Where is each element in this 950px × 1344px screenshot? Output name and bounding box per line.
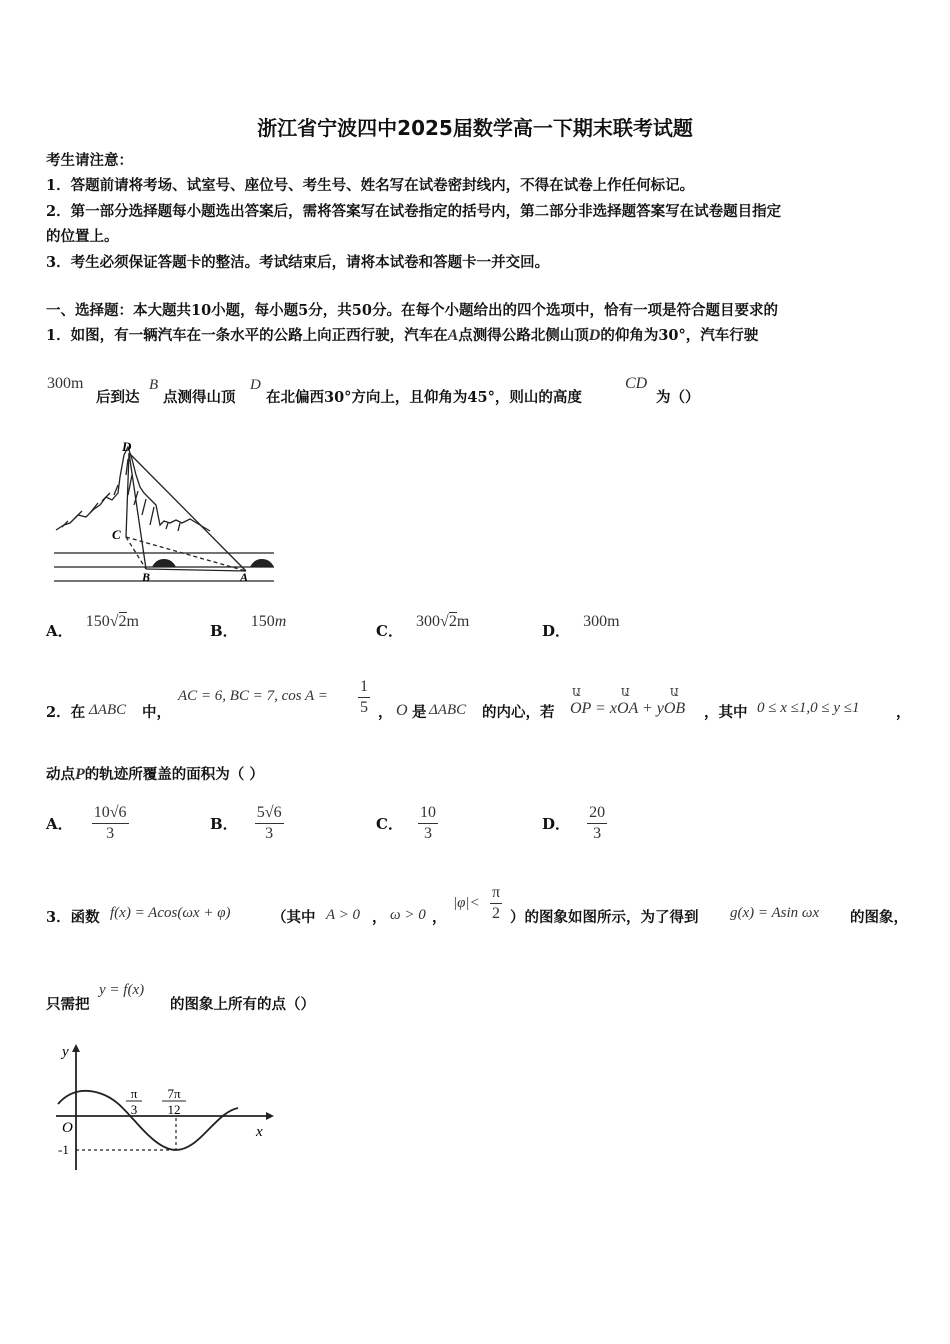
q2-where: ，其中	[704, 704, 748, 721]
curve	[58, 1091, 238, 1150]
q2-option-d[interactable]	[542, 803, 607, 844]
q2-triangle-2: ΔABC	[429, 702, 467, 718]
q2-triangle: ΔABC	[89, 702, 127, 718]
fraction-numerator: π	[490, 883, 502, 904]
option-value-pre: 300m	[583, 613, 620, 630]
q1-mountain-figure	[50, 435, 278, 585]
tick-label-7pi-num: 7π	[167, 1086, 181, 1101]
option-value-pre: 150	[85, 613, 110, 630]
page-title: 浙江省宁波四中2025届数学高一下期末联考试题	[257, 116, 693, 140]
sqrt-icon: √	[109, 613, 119, 630]
q3-cond-open: （其中	[272, 909, 316, 926]
q2-end: ，	[896, 704, 911, 721]
q1-line2-b: 点测得山顶	[163, 389, 236, 406]
fraction-denominator: 3	[106, 825, 115, 842]
fraction-denominator: 3	[265, 825, 274, 842]
fraction-numerator: 20	[587, 803, 607, 824]
q2-comma: ，	[378, 704, 393, 721]
fraction-numerator: 10	[418, 803, 438, 824]
q3-g-function: g(x) = Asin ωx	[730, 905, 820, 921]
q2-incenter: 的内心，若	[482, 704, 555, 721]
q3-line2-b: 的图象上所有的点（）	[170, 996, 315, 1013]
option-value-pre: 300	[416, 613, 441, 630]
q3-omega-positive: ω > 0	[390, 907, 426, 923]
q1-text-b: 点测得公路北侧山顶	[458, 327, 589, 344]
option-label: B．	[210, 815, 238, 833]
graph-label-neg1: -1	[58, 1142, 69, 1157]
q3-function: f(x) = Acos(ωx + φ)	[110, 905, 231, 921]
q2-vector-equation: OP = xOA + yOB	[570, 700, 686, 717]
q2-option-c[interactable]	[376, 803, 438, 844]
q1-option-a[interactable]	[46, 613, 139, 641]
fig-label-a: A	[240, 570, 249, 584]
q1-point-d: D	[588, 327, 601, 344]
fraction-denominator: 5	[360, 699, 368, 716]
q2-pre: 2．在	[46, 704, 86, 721]
q3-cosine-graph	[52, 1038, 282, 1178]
notice-item-3: 3．考生必须保证答题卡的整洁。考试结束后，请将本试卷和答题卡一并交回。	[46, 254, 550, 271]
car-icon-b	[152, 559, 176, 567]
q2-line2-b: 的轨迹所覆盖的面积为（ ）	[84, 766, 264, 783]
q2-option-b[interactable]	[210, 803, 284, 844]
q1-line2-a: 后到达	[96, 389, 140, 406]
q3-sep-2: ，	[432, 909, 447, 926]
q1-cd: CD	[625, 375, 648, 392]
tick-label-pi-den: 3	[130, 1102, 138, 1117]
q3-yf: y = f(x)	[99, 982, 145, 998]
tick-label-7pi-den: 12	[167, 1102, 181, 1117]
notice-heading: 考生请注意：	[46, 152, 133, 169]
option-label: D．	[542, 622, 571, 640]
option-label: A．	[46, 622, 73, 640]
q1-text-c: 的仰角为30°，汽车行驶	[600, 327, 759, 344]
q2-point-p: P	[75, 766, 85, 783]
q2-mid: 中，	[142, 704, 171, 721]
q1-line2-c: 在北偏西30°方向上，且仰角为45°，则山的高度	[266, 389, 582, 406]
question-1-line-1	[46, 326, 758, 346]
option-label: C．	[376, 622, 403, 640]
notice-item-2-cont: 的位置上。	[46, 228, 119, 245]
option-unit: m	[456, 613, 470, 630]
q2-condition: 0 ≤ x ≤1,0 ≤ y ≤1	[757, 700, 860, 716]
q1-line2-d: 为（）	[656, 389, 700, 406]
option-radicand: 2	[448, 613, 457, 630]
option-label: B．	[210, 622, 238, 640]
q2-is: 是	[412, 704, 427, 721]
notice-item-2: 2．第一部分选择题每小题选出答案后，需将答案写在试卷指定的括号内，第二部分非选择题答案写在试卷题目指定	[46, 203, 782, 220]
notice-item-1: 1．答题前请将考场、试室号、座位号、考生号、姓名写在试卷密封线内，不得在试卷上作任何标记。	[46, 177, 695, 194]
option-radicand: 2	[118, 613, 127, 630]
q3-pre: 3．函数	[46, 909, 100, 926]
q1-distance: 300m	[47, 375, 84, 392]
option-value-pre: 150	[250, 613, 275, 630]
option-label: C．	[376, 815, 403, 833]
option-unit: m	[126, 613, 139, 630]
line-b-a	[146, 569, 246, 571]
fraction-denominator: 2	[492, 905, 501, 922]
q1-option-c[interactable]	[376, 613, 470, 641]
fig-label-c: C	[112, 527, 121, 542]
q3-sep-1: ，	[372, 909, 387, 926]
q3-phi-bound: |φ|<	[453, 895, 480, 911]
tick-label-pi-num: π	[130, 1086, 138, 1101]
graph-label-y: y	[62, 1044, 69, 1060]
q3-pi-over-2	[490, 883, 502, 924]
q2-given: AC = 6, BC = 7, cos A =	[178, 688, 328, 704]
option-label: D．	[542, 815, 571, 833]
q2-line2	[46, 765, 264, 785]
car-icon-a	[250, 559, 274, 567]
option-unit: m	[274, 613, 287, 630]
section-heading: 一、选择题：本大题共10小题，每小题5分，共50分。在每个小题给出的四个选项中，恰有一项是符合题目要求的	[46, 302, 778, 319]
fig-label-d: D	[122, 439, 132, 454]
option-label: A．	[46, 815, 73, 833]
q2-vector-arrows: ԱԱԱ	[572, 687, 719, 699]
q1-point-a: A	[447, 327, 459, 344]
q1-point-d-2: D	[250, 377, 261, 393]
fraction-numerator: 5√6	[255, 803, 284, 824]
q2-cos-fraction	[358, 677, 370, 718]
sqrt-icon: √	[440, 613, 449, 630]
q3-line2-a: 只需把	[46, 996, 90, 1013]
fraction-numerator: 10√6	[92, 803, 129, 824]
q2-line2-a: 动点	[46, 766, 75, 783]
q3-a-positive: A > 0	[326, 907, 361, 923]
q2-point-o: O	[396, 702, 408, 719]
fraction-denominator: 3	[424, 825, 433, 842]
x-axis-arrow-icon	[266, 1112, 274, 1120]
fig-label-b: B	[142, 570, 151, 584]
q1-option-d[interactable]	[542, 613, 620, 641]
q2-option-a[interactable]	[46, 803, 129, 844]
q1-text-a: 1．如图，有一辆汽车在一条水平的公路上向正西行驶，汽车在	[46, 327, 448, 344]
fraction-numerator: 1	[358, 677, 370, 698]
q1-point-b: B	[149, 377, 159, 393]
fraction-denominator: 3	[593, 825, 602, 842]
mountain-outline	[56, 447, 210, 531]
q1-option-b[interactable]	[210, 613, 287, 641]
q3-rest: ）的图象如图所示，为了得到	[510, 909, 699, 926]
graph-label-origin: O	[62, 1120, 73, 1136]
graph-label-x: x	[256, 1124, 263, 1140]
q3-end: 的图象，	[850, 909, 908, 926]
y-axis-arrow-icon	[72, 1044, 80, 1052]
